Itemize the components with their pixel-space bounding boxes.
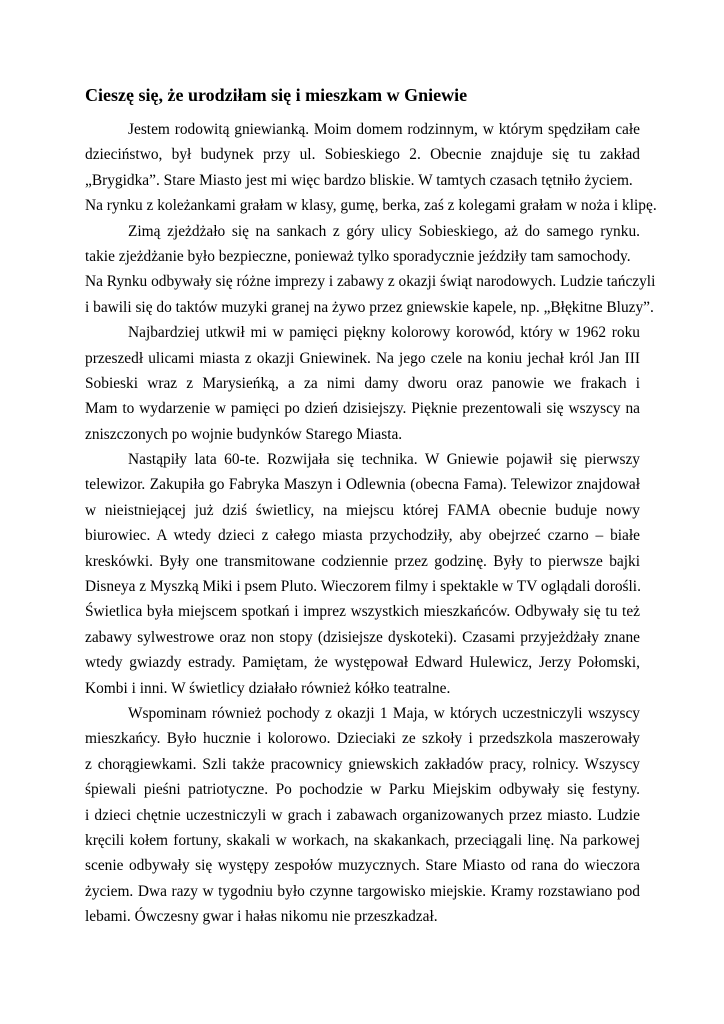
text-line: Nastąpiły lata 60-te. Rozwijała się technika. W Gniewie pojawił się pierwszy [128, 451, 640, 469]
text-line: Kombi i inni. W świetlicy działało również kółko teatralne. [85, 679, 451, 697]
text-line: kręcili kołem fortuny, skakali w workach, na skakankach, przeciągali linę. Na parkowej [85, 831, 640, 849]
text-line: mieszkańcy. Było hucznie i kolorowo. Dzieciaki ze szkoły i przedszkola maszerowały [85, 730, 640, 748]
text-line: Jestem rodowitą gniewianką. Moim domem rodzinnym, w którym spędziłam całe [128, 121, 640, 138]
text-line: wtedy gwiazdy estrady. Pamiętam, że występował Edward Hulewicz, Jerzy Połomski, [85, 654, 640, 672]
text-line: i dzieci chętnie uczestniczyli w grach i zabawach organizowanych przez miasto. Ludzie [85, 806, 640, 824]
text-line: Zimą zjeżdżało się na sankach z góry ulicy Sobieskiego, aż do samego rynku. [128, 222, 640, 240]
text-line: lebami. Ówczesny gwar i hałas nikomu nie przeszkadzał. [85, 908, 438, 926]
text-line: takie zjeżdżanie było bezpieczne, ponieważ tylko sporadycznie jeździły tam samochody. [85, 247, 631, 265]
text-line: z chorągiewkami. Szli także pracownicy gniewskich zakładów pracy, rolnicy. Wszyscy [85, 755, 640, 773]
text-line: dzieciństwo, był budynek przy ul. Sobieskiego 2. Obecnie znajduje się tu zakład [85, 146, 640, 164]
text-line: scenie odbywały się występy zespołów muzycznych. Stare Miasto od rana do wieczora [85, 857, 640, 875]
document-body [85, 117, 657, 930]
text-line: zniszczonych po wojnie budynków Starego Miasta. [85, 425, 403, 443]
text-line: Na rynku z koleżankami grałam w klasy, gumę, berka, zaś z kolegami grałam w noża i klipę. [85, 197, 657, 215]
text-line: Disneya z Myszką Miki i psem Pluto. Wieczorem filmy i spektakle w TV oglądali dorośli. [85, 578, 641, 596]
text-line: Na Rynku odbywały się różne imprezy i zabawy z okazji świąt narodowych. Ludzie tańczyli [85, 273, 656, 291]
text-line: przeszedł ulicami miasta z okazji Gniewinek. Na jego czele na koniu jechał król Jan III [85, 349, 640, 367]
text-line: śpiewali pieśni patriotyczne. Po pochodzie w Parku Miejskim odbywały się festyny. [85, 781, 640, 799]
text-line: i bawili się do taktów muzyki granej na żywo przez gniewskie kapele, np. „Błękitne Bluzy”. [85, 298, 654, 316]
text-line: Sobieski wraz z Marysieńką, a za nimi damy dworu oraz panowie we frakach i [85, 374, 640, 392]
text-line: życiem. Dwa razy w tygodniu było czynne targowisko miejskie. Kramy rozstawiano pod [85, 882, 640, 900]
document-title: Cieszę się, że urodziłam się i mieszkam w Gniewie [85, 85, 468, 105]
text-line: w nieistniejącej już dziś świetlicy, na miejscu której FAMA obecnie buduje nowy [85, 501, 640, 519]
text-line: Świetlica była miejscem spotkań i imprez wszystkich mieszkańców. Odbywały się tu też [85, 603, 640, 621]
text-line: telewizor. Zakupiła go Fabryka Maszyn i Odlewnia (obecna Fama). Telewizor znajdował [85, 476, 640, 494]
text-line: kreskówki. Były one transmitowane codziennie przez godzinę. Były to pierwsze bajki [85, 552, 640, 570]
text-line: Najbardziej utkwił mi w pamięci piękny kolorowy korowód, który w 1962 roku [128, 324, 640, 342]
text-line: zabawy sylwestrowe oraz non stopy (dzisiejsze dyskoteki). Czasami przyjeżdżały znane [85, 628, 640, 646]
text-line: Wspominam również pochody z okazji 1 Maja, w których uczestniczyli wszyscy [128, 704, 640, 722]
text-line: „Brygidka”. Stare Miasto jest mi więc bardzo bliskie. W tamtych czasach tętniło życiem. [85, 171, 633, 189]
text-line: biurowiec. A wtedy dzieci z całego miasta przychodziły, aby obejrzeć czarno – białe [85, 527, 640, 545]
text-line: Mam to wydarzenie w pamięci po dzień dzisiejszy. Pięknie prezentowali się wszyscy na [85, 400, 640, 418]
